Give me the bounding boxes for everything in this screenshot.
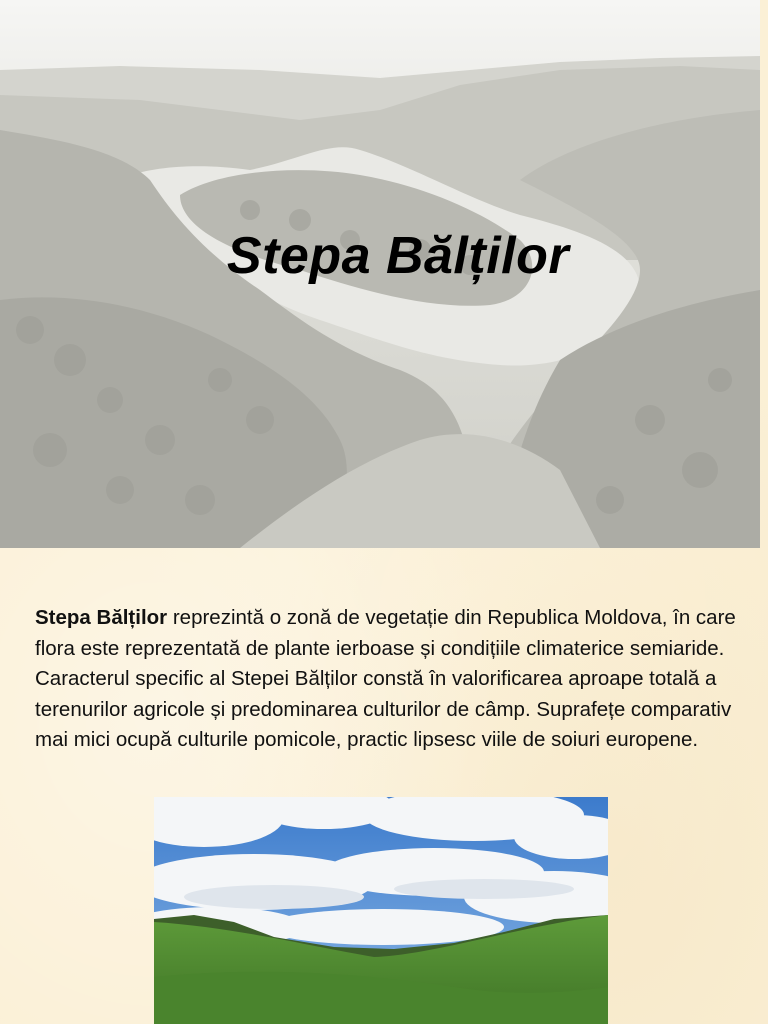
steppe-image (154, 797, 608, 1024)
steppe-landscape-photo (154, 797, 608, 1024)
slide-title: Stepa Bălților (226, 227, 570, 285)
paragraph-lead-term: Stepa Bălților (35, 606, 168, 629)
description-paragraph (35, 603, 743, 756)
paragraph-body: reprezintă o zonă de vegetație din Republica Moldova, în care flora este reprezentată de plante ierboase și condițiile climaterice semiaride. Caracterul specific al Stepei Bălților constă în valorificarea aproape totală a terenurilor agricole și predominarea culturilor de câmp. Suprafețe comparativ mai mici ocupă culturile pomicole, practic lipsesc viile de soiuri europene. (35, 606, 736, 751)
